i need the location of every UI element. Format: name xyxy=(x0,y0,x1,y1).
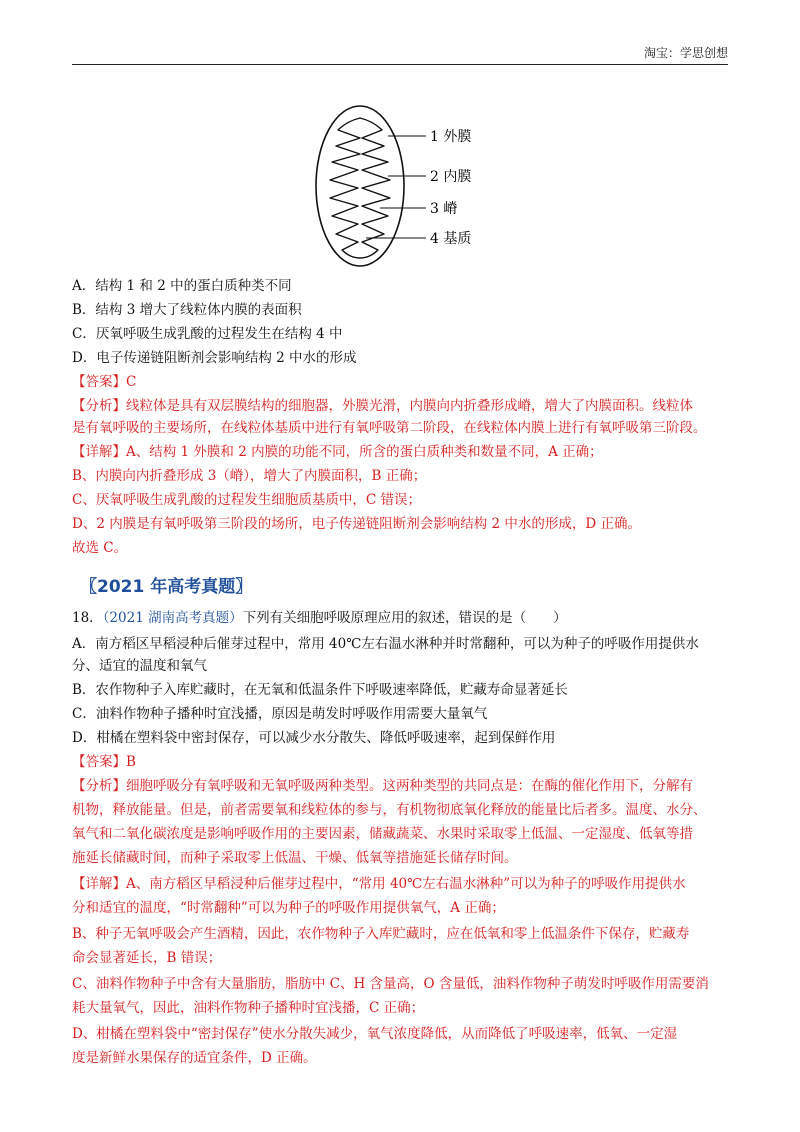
label-cristae: 3 嵴 xyxy=(430,201,458,217)
q18-detail-line: B、种子无氧呼吸会产生酒精，因此，农作物种子入库贮藏时，应在低氧和零上低温条件下保存，贮藏寿 xyxy=(72,926,690,942)
q18-detail-line: C、油料作物种子中含有大量脂肪，脂肪中 C、H 含量高，O 含量低，油料作物种子萌发时呼吸作用需要消 xyxy=(72,976,709,992)
q17-detail-line: 故选 C。 xyxy=(72,540,128,556)
q17-analysis-line: 【分析】线粒体是具有双层膜结构的细胞器，外膜光滑，内膜向内折叠形成嵴，增大了内膜面积。线粒体 xyxy=(72,398,693,414)
q18-source: （2021 湖南高考真题） xyxy=(102,610,243,626)
q18-answer: 【答案】B xyxy=(72,754,136,770)
label-matrix: 4 基质 xyxy=(430,231,472,247)
outer-membrane xyxy=(316,106,404,266)
q18-number: 18． xyxy=(72,610,103,626)
q17-option-a: A．结构 1 和 2 中的蛋白质种类不同 xyxy=(72,278,292,294)
q18-option-a: A．南方稻区早稻浸种后催芽过程中，常用 40℃左右温水淋种并时常翻种，可以为种子的呼吸作用提供水 xyxy=(72,636,699,652)
q17-detail-line: D、2 内膜是有氧呼吸第三阶段的场所，电子传递链阻断剂会影响结构 2 中水的形成，D 正确。 xyxy=(72,516,641,532)
label-outer-membrane: 1 外膜 xyxy=(430,129,472,145)
q18-analysis-line: 氧气和二氧化碳浓度是影响呼吸作用的主要因素，储藏蔬菜、水果时采取零上低温、一定湿度、低氧等措 xyxy=(72,826,693,842)
q17-option-d: D．电子传递链阻断剂会影响结构 2 中水的形成 xyxy=(72,350,357,366)
header-brand: 淘宝：学思创想 xyxy=(643,46,728,60)
q18-detail-line: 度是新鲜水果保存的适宜条件，D 正确。 xyxy=(72,1050,317,1066)
q18-detail-line: 分和适宜的温度，“时常翻种”可以为种子的呼吸作用提供氧气，A 正确； xyxy=(72,900,505,916)
q18-detail-line: 命会显著延长，B 错误； xyxy=(72,950,222,966)
q18-stem: 下列有关细胞呼吸原理应用的叙述，错误的是（ ） xyxy=(242,610,567,626)
q17-answer: 【答案】C xyxy=(72,374,137,390)
q18-detail-line: 【详解】A、南方稻区早稻浸种后催芽过程中，“常用 40℃左右温水淋种”可以为种子的呼吸作用提供水 xyxy=(72,876,686,892)
q17-detail-line: C、厌氧呼吸生成乳酸的过程发生细胞质基质中，C 错误； xyxy=(72,492,421,508)
q18-option-b: B．农作物种子入库贮藏时，在无氧和低温条件下呼吸速率降低，贮藏寿命显著延长 xyxy=(72,682,568,698)
q17-option-c: C．厌氧呼吸生成乳酸的过程发生在结构 4 中 xyxy=(72,326,343,342)
page-header xyxy=(72,44,728,65)
q17-option-b: B．结构 3 增大了线粒体内膜的表面积 xyxy=(72,302,302,318)
mitochondrion-diagram xyxy=(300,98,500,278)
q18-detail-line: 耗大量氧气，因此，油料作物种子播种时宜浅播，C 正确； xyxy=(72,1000,425,1016)
q17-analysis-line: 是有氧呼吸的主要场所，在线粒体基质中进行有氧呼吸第二阶段，在线粒体内膜上进行有氧呼吸第三阶段。 xyxy=(72,420,707,436)
q18-detail-line: D、柑橘在塑料袋中“密封保存”使水分散失减少，氧气浓度降低，从而降低了呼吸速率，低氧、一定湿 xyxy=(72,1026,678,1042)
q17-detail-line: B、内膜向内折叠形成 3（嵴），增大了内膜面积，B 正确； xyxy=(72,468,427,484)
q18-option-a-cont: 分、适宜的温度和氧气 xyxy=(72,658,207,674)
q18-option-c: C．油料作物种子播种时宜浅播，原因是萌发时呼吸作用需要大量氧气 xyxy=(72,706,488,722)
section-title: 〖2021 年高考真题〗 xyxy=(80,577,253,597)
inner-membrane-cristae xyxy=(330,118,390,258)
q18-analysis-line: 施延长储藏时间，而种子采取零上低温、干燥、低氧等措施延长储存时间。 xyxy=(72,850,518,866)
label-inner-membrane: 2 内膜 xyxy=(430,169,472,185)
mitochondrion-svg xyxy=(300,98,500,278)
q17-detail-line: 【详解】A、结构 1 外膜和 2 内膜的功能不同，所含的蛋白质种类和数量不同，A 正确； xyxy=(72,444,603,460)
q18-analysis-line: 机物，释放能量。但是，前者需要氧和线粒体的参与，有机物彻底氧化释放的能量比后者多。温度、水分、 xyxy=(72,802,707,818)
q18-analysis-line: 【分析】细胞呼吸分有氧呼吸和无氧呼吸两种类型。这两种类型的共同点是：在酶的催化作用下，分解有 xyxy=(72,778,693,794)
q18-stem-line xyxy=(72,608,567,628)
q18-option-d: D．柑橘在塑料袋中密封保存，可以减少水分散失、降低呼吸速率，起到保鲜作用 xyxy=(72,730,556,746)
